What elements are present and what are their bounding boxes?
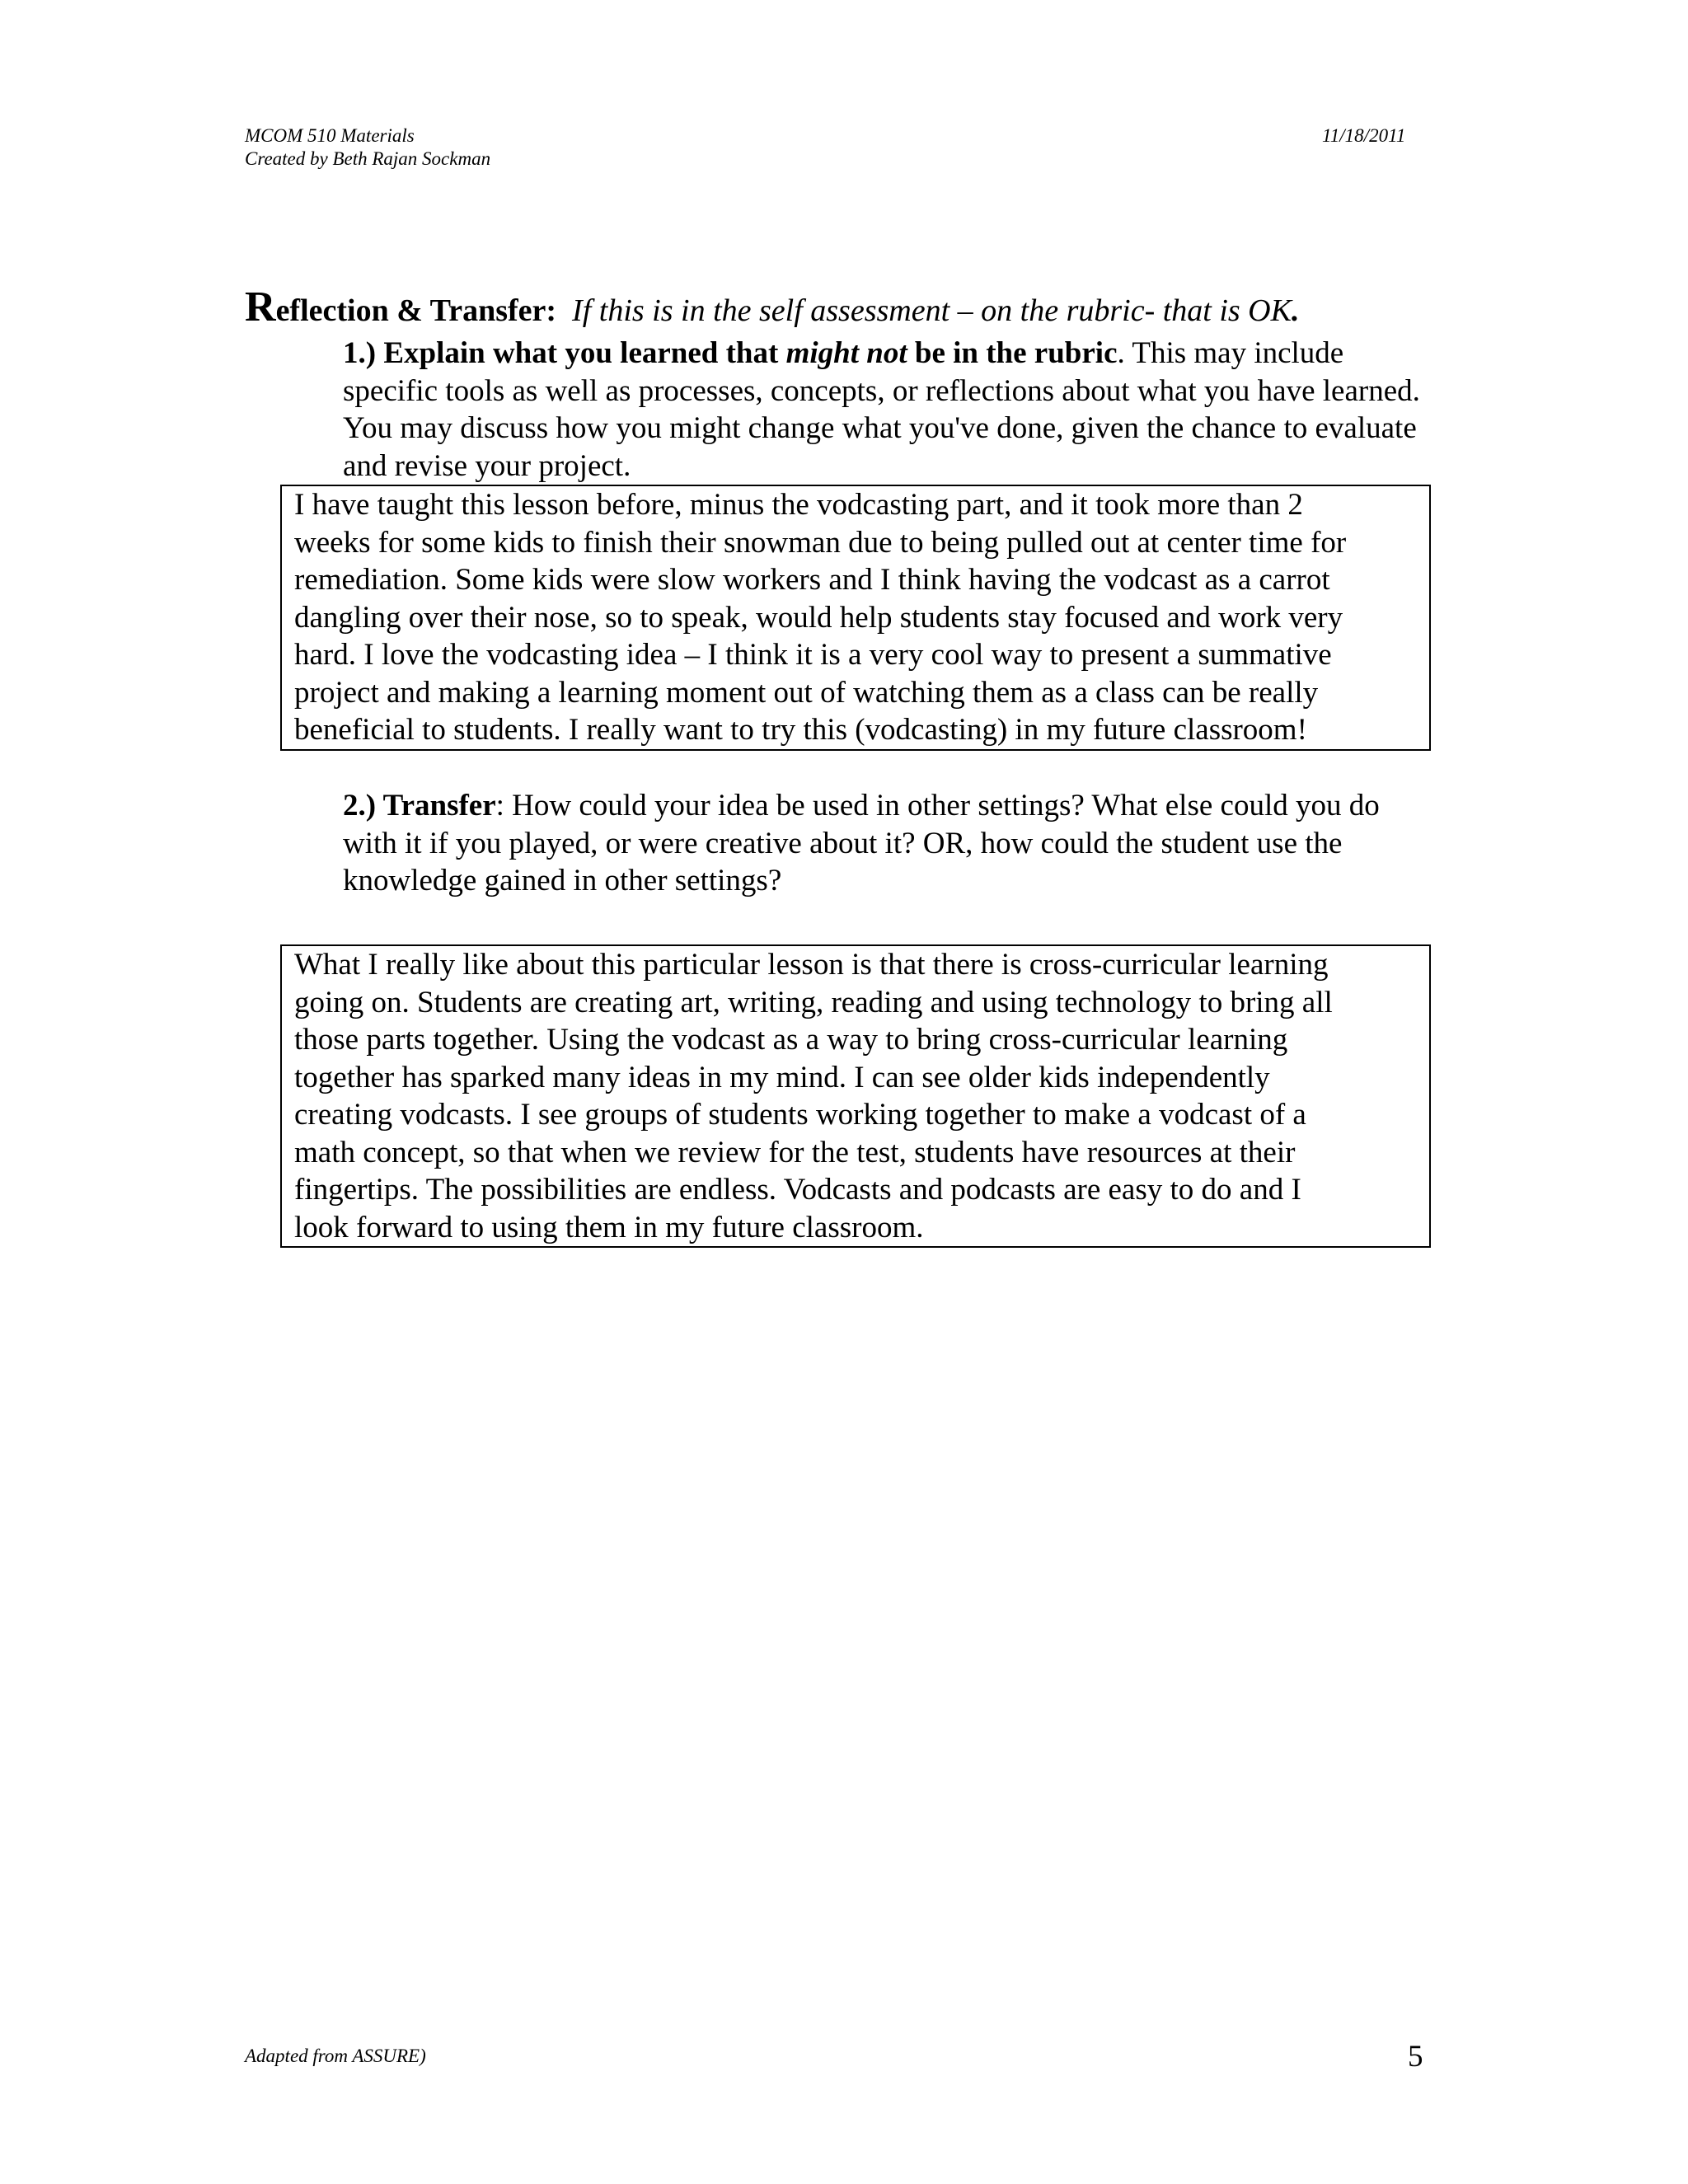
question-2-lead: 2.) Transfer bbox=[343, 789, 496, 823]
answer-1-line: project and making a learning moment out of watching them as a class can be really bbox=[294, 675, 1319, 710]
question-1-emphasis: might not bbox=[785, 336, 907, 370]
answer-1-line: dangling over their nose, so to speak, would help students stay focused and work very bbox=[294, 600, 1343, 635]
answer-2-line: math concept, so that when we review for the test, students have resources at their bbox=[294, 1135, 1296, 1169]
footer-source: Adapted from ASSURE) bbox=[245, 2046, 426, 2066]
answer-2-line: fingertips. The possibilities are endless. Vodcasts and podcasts are easy to do and I bbox=[294, 1173, 1301, 1207]
answer-2-line: those parts together. Using the vodcast as a way to bring cross-curricular learning bbox=[294, 1023, 1288, 1057]
answer-1-line: hard. I love the vodcasting idea – I think it is a very cool way to present a summative bbox=[294, 638, 1332, 672]
question-2-body: : How could your idea be used in other settings? What else could you do with it if you played, or were creative about it? OR, how could the student use the knowledge gained in other settings? bbox=[343, 789, 1380, 898]
answer-box-1 bbox=[280, 485, 1431, 751]
question-1-lead: 1.) Explain what you learned that bbox=[343, 336, 786, 370]
answer-2-line: creating vodcasts. I see groups of students working together to make a vodcast of a bbox=[294, 1098, 1306, 1132]
header-course: MCOM 510 Materials bbox=[245, 125, 415, 146]
question-2 bbox=[343, 787, 1431, 900]
answer-1-line: weeks for some kids to finish their snowman due to being pulled out at center time for bbox=[294, 525, 1347, 560]
answer-1-line: I have taught this lesson before, minus the vodcasting part, and it took more than 2 bbox=[294, 488, 1303, 522]
answer-1-line: remediation. Some kids were slow workers and I think having the vodcast as a carrot bbox=[294, 563, 1330, 597]
section-heading bbox=[245, 284, 1300, 330]
answer-2-line: going on. Students are creating art, writing, reading and using technology to bring all bbox=[294, 985, 1333, 1019]
page-number: 5 bbox=[1408, 2040, 1423, 2074]
section-heading-initial: R bbox=[245, 284, 276, 330]
answer-box-2 bbox=[280, 944, 1431, 1248]
header-date: 11/18/2011 bbox=[1322, 125, 1406, 146]
question-1 bbox=[343, 335, 1431, 485]
section-heading-title: eflection & Transfer: bbox=[275, 293, 557, 328]
answer-2-line: look forward to using them in my future classroom. bbox=[294, 1210, 924, 1244]
answer-2-line: together has sparked many ideas in my mind. I can see older kids independently bbox=[294, 1060, 1270, 1094]
question-1-body: . This may include specific tools as well as processes, concepts, or reflections about what you have learned. You may discuss how you might change what you've done, given the chance to evaluate and revise your project. bbox=[343, 336, 1420, 483]
section-heading-period: . bbox=[1291, 293, 1300, 328]
answer-2-line: What I really like about this particular lesson is that there is cross-curricular learning bbox=[294, 948, 1329, 982]
header-author: Created by Beth Rajan Sockman bbox=[245, 148, 491, 169]
section-heading-subtitle: If this is in the self assessment – on the rubric- that is OK bbox=[572, 293, 1292, 328]
question-1-lead-end: be in the rubric bbox=[907, 336, 1118, 370]
answer-1-line: beneficial to students. I really want to try this (vodcasting) in my future classroom! bbox=[294, 713, 1307, 747]
